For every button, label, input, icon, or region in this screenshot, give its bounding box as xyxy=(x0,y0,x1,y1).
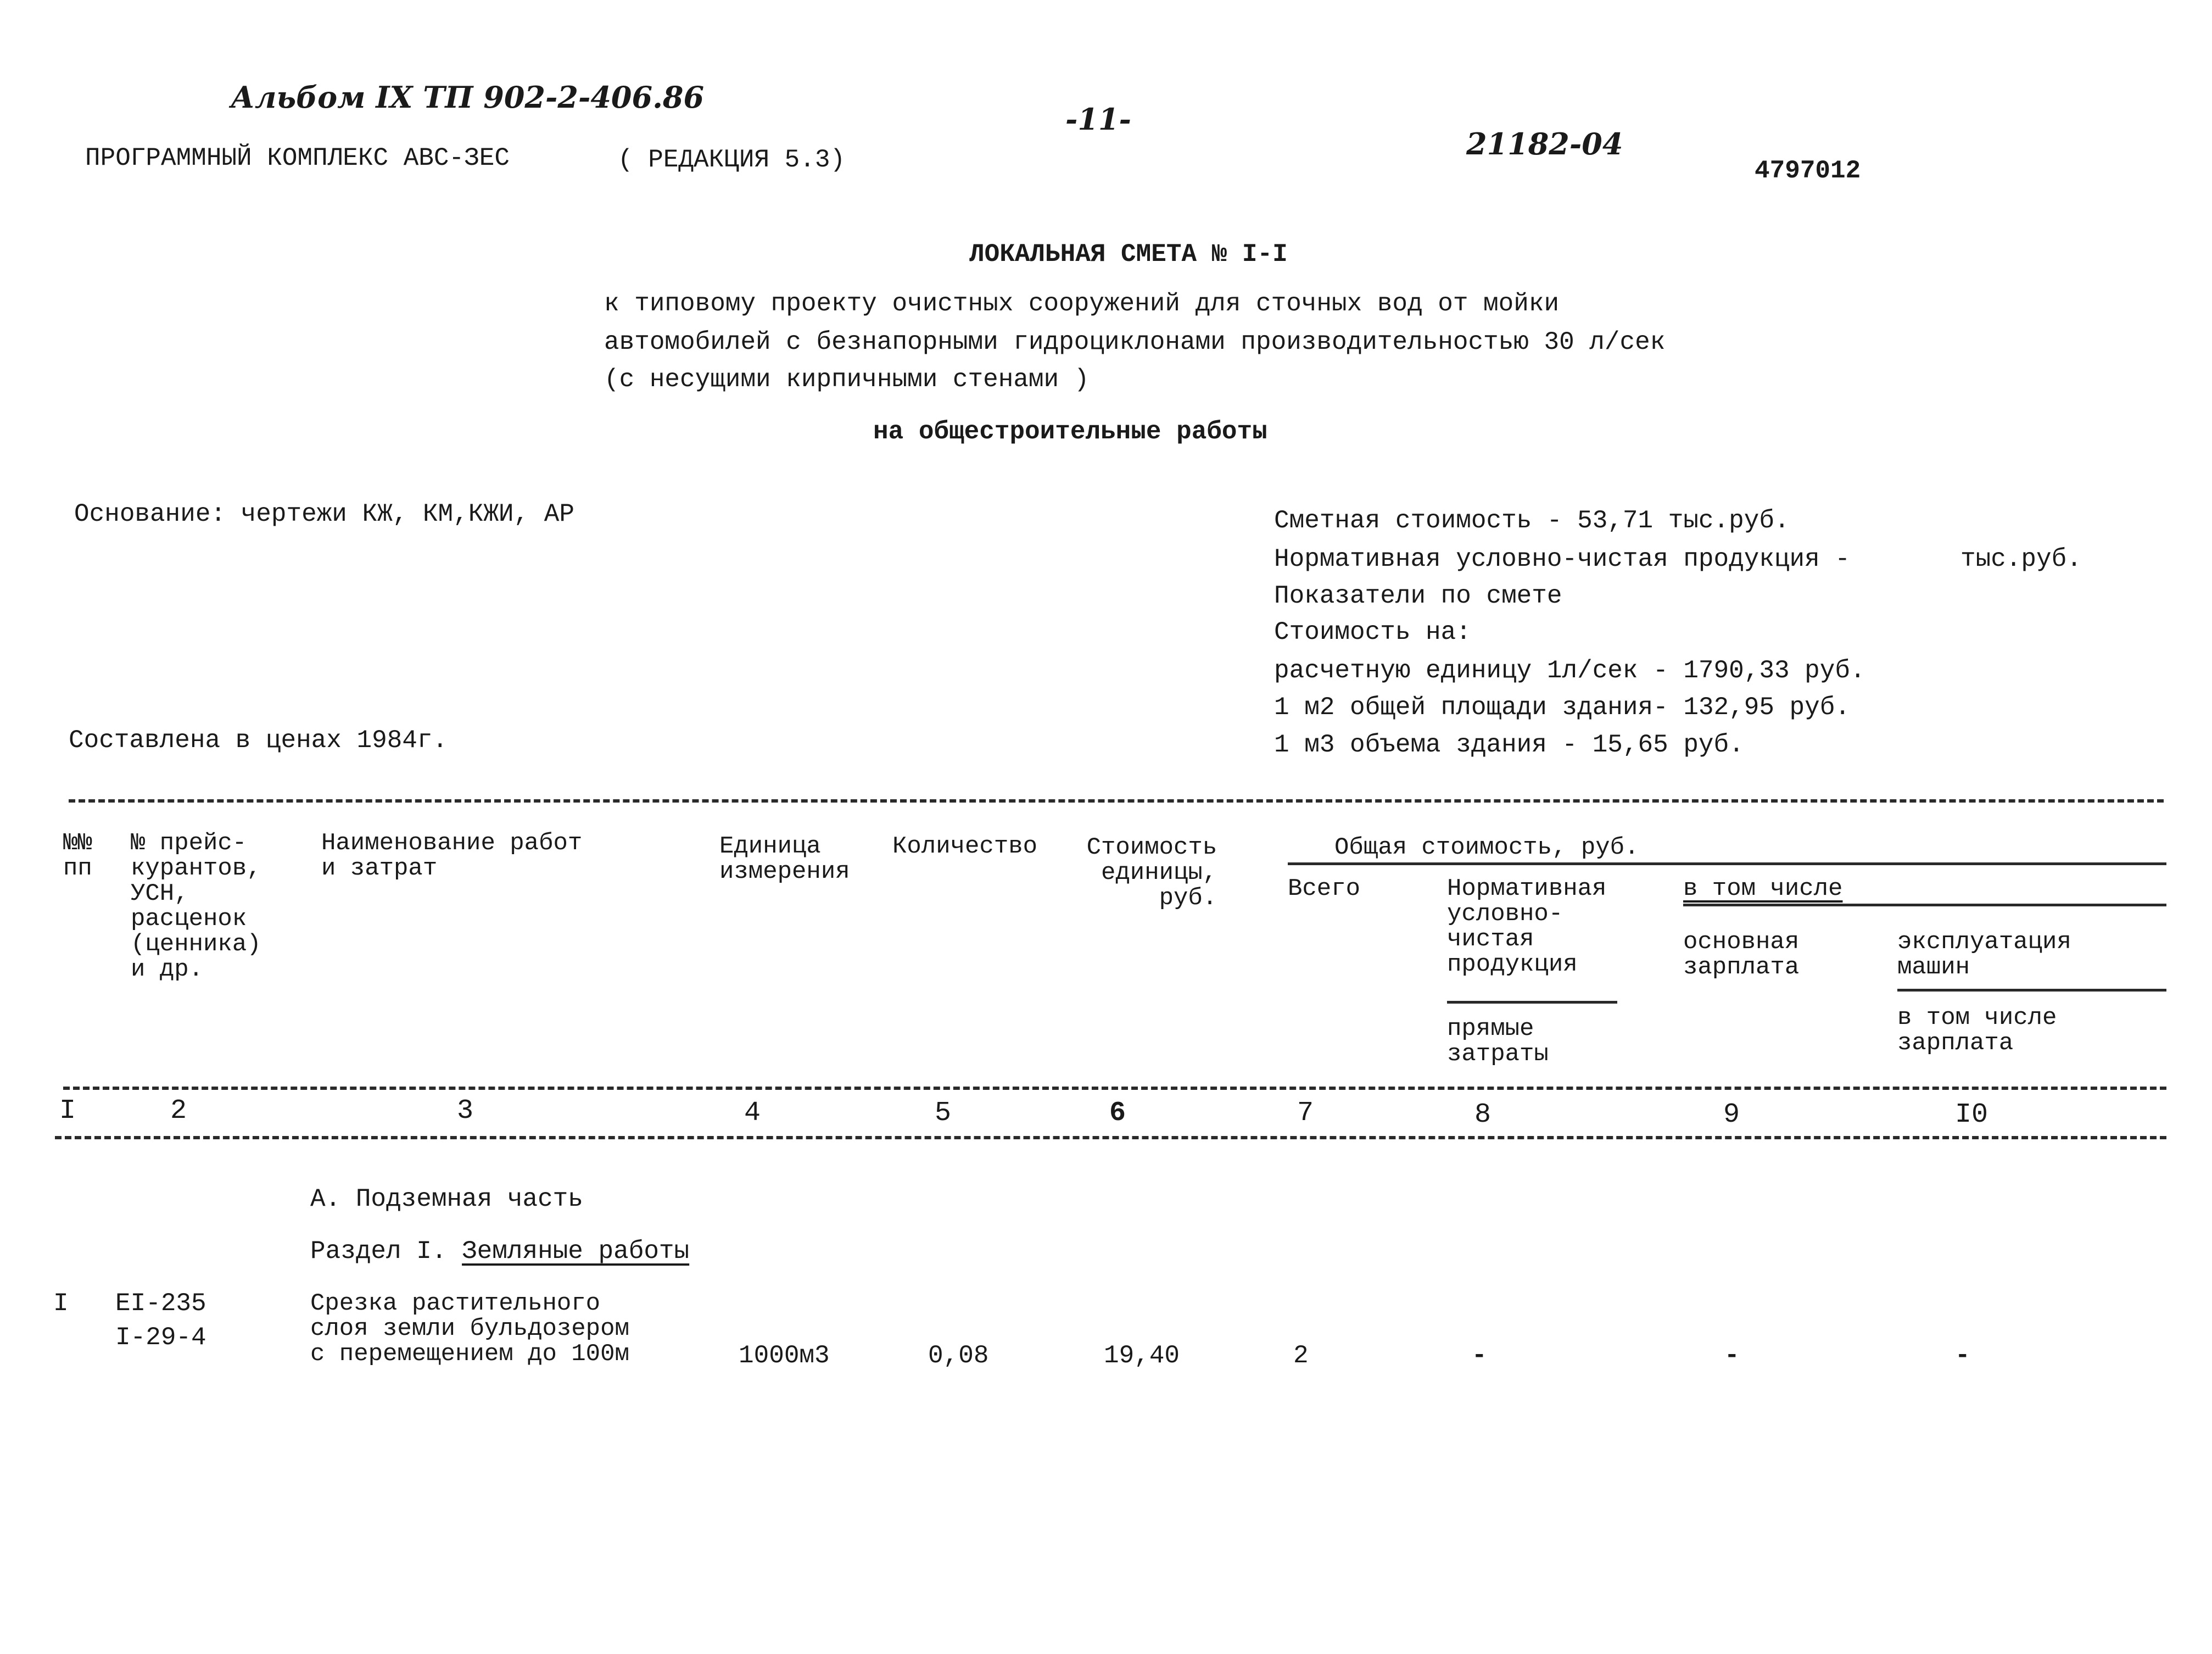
cost-per-heading: Стоимость на: xyxy=(1274,618,1471,647)
header-col-5: Количество xyxy=(892,833,1038,860)
basis-text: Основание: чертежи КЖ, КМ,КЖИ, АР xyxy=(74,500,574,528)
header-col-9: основная зарплата xyxy=(1683,928,1800,981)
column-number-3: 3 xyxy=(457,1095,474,1127)
handwritten-album-reference: Альбом IX ТП 902-2-406.86 xyxy=(231,80,705,115)
estimate-subtitle: на общестроительные работы xyxy=(873,417,1267,446)
header-col-1: №№ пп xyxy=(63,829,92,882)
col-10-divider xyxy=(1897,989,2166,992)
section-name: Земляные работы xyxy=(462,1237,690,1266)
part-heading: А. Подземная часть xyxy=(310,1185,583,1213)
estimated-cost: Сметная стоимость - 53,71 тыс.руб. xyxy=(1274,506,1790,535)
cost-per-m3: 1 м3 объема здания - 15,65 руб. xyxy=(1274,731,1744,759)
header-including: в том числе xyxy=(1683,875,1843,903)
header-total-cost-group: Общая стоимость, руб. xyxy=(1334,834,1639,861)
row-1-total: 2 xyxy=(1293,1341,1309,1370)
column-number-9: 9 xyxy=(1723,1099,1740,1130)
column-number-7: 7 xyxy=(1297,1098,1314,1129)
table-top-rule xyxy=(69,799,2164,803)
header-col-7: Всего xyxy=(1288,875,1361,903)
header-col-6: Стоимость единицы, руб. xyxy=(1086,834,1217,912)
row-1-unit-price: 19,40 xyxy=(1104,1341,1180,1370)
title-line-3: (с несущими кирпичными стенами ) xyxy=(604,365,1090,394)
handwritten-page-number: -11- xyxy=(1065,102,1131,137)
header-col-2: № прейс- курантов, УСН, расценок (ценника) и др. xyxy=(131,829,261,983)
row-1-unit: 1000м3 xyxy=(739,1341,830,1370)
column-numbers-bottom-rule xyxy=(55,1136,2166,1139)
header-col-3: Наименование работ и затрат xyxy=(321,829,583,882)
col-8-divider xyxy=(1447,1001,1617,1004)
column-number-6: 6 xyxy=(1109,1098,1126,1129)
header-col-8: Нормативная условно- чистая продукция xyxy=(1447,875,1607,978)
including-rule xyxy=(1683,904,2166,906)
header-col-8b: прямые затраты xyxy=(1447,1015,1549,1068)
estimate-title: ЛОКАЛЬНАЯ СМЕТА № I-I xyxy=(969,240,1288,269)
header-col-10: эксплуатация машин xyxy=(1897,928,2071,981)
row-1-col-10: - xyxy=(1955,1341,1970,1370)
document-number: 4797012 xyxy=(1755,157,1861,185)
normative-net-product-unit: тыс.руб. xyxy=(1960,545,2082,573)
column-number-8: 8 xyxy=(1474,1099,1492,1130)
title-line-2: автомобилей с безнапорными гидроциклонами производительностью 30 л/сек xyxy=(604,328,1666,357)
row-1-number: I xyxy=(53,1289,69,1318)
title-line-1: к типовому проекту очистных сооружений для сточных вод от мойки xyxy=(604,289,1560,318)
row-1-quantity: 0,08 xyxy=(928,1341,989,1370)
normative-net-product: Нормативная условно-чистая продукция - xyxy=(1274,545,1850,573)
section-heading xyxy=(310,1239,689,1264)
edition-label: ( РЕДАКЦИЯ 5.3) xyxy=(618,146,846,174)
compiled-in-prices: Составлена в ценах 1984г. xyxy=(69,726,448,755)
column-number-10: I0 xyxy=(1955,1099,1988,1130)
cost-per-unit: расчетную единицу 1л/сек - 1790,33 руб. xyxy=(1274,656,1865,685)
estimate-indicators-heading: Показатели по смете xyxy=(1274,582,1562,610)
column-numbers-top-rule xyxy=(63,1087,2166,1090)
header-col-10b: в том числе зарплата xyxy=(1897,1004,2057,1057)
column-number-2: 2 xyxy=(170,1095,187,1127)
handwritten-document-code: 21182-04 xyxy=(1466,126,1623,161)
row-1-work-name: Срезка растительного слоя земли бульдозером с перемещением до 100м xyxy=(310,1290,629,1368)
program-complex-label: ПРОГРАММНЫЙ КОМПЛЕКС АВС-ЗЕС xyxy=(85,144,510,172)
column-number-1: I xyxy=(59,1095,76,1127)
column-number-4: 4 xyxy=(744,1098,761,1129)
cost-per-m2: 1 м2 общей площади здания- 132,95 руб. xyxy=(1274,693,1850,722)
total-cost-group-rule xyxy=(1288,862,2166,865)
row-1-code-2: I-29-4 xyxy=(115,1323,206,1352)
row-1-code-1: EI-235 xyxy=(115,1289,206,1318)
row-1-col-8: - xyxy=(1472,1341,1487,1370)
column-number-5: 5 xyxy=(935,1098,952,1129)
header-col-4: Единица измерения xyxy=(719,833,850,886)
section-prefix: Раздел I. xyxy=(310,1237,447,1266)
row-1-col-9: - xyxy=(1724,1341,1740,1370)
